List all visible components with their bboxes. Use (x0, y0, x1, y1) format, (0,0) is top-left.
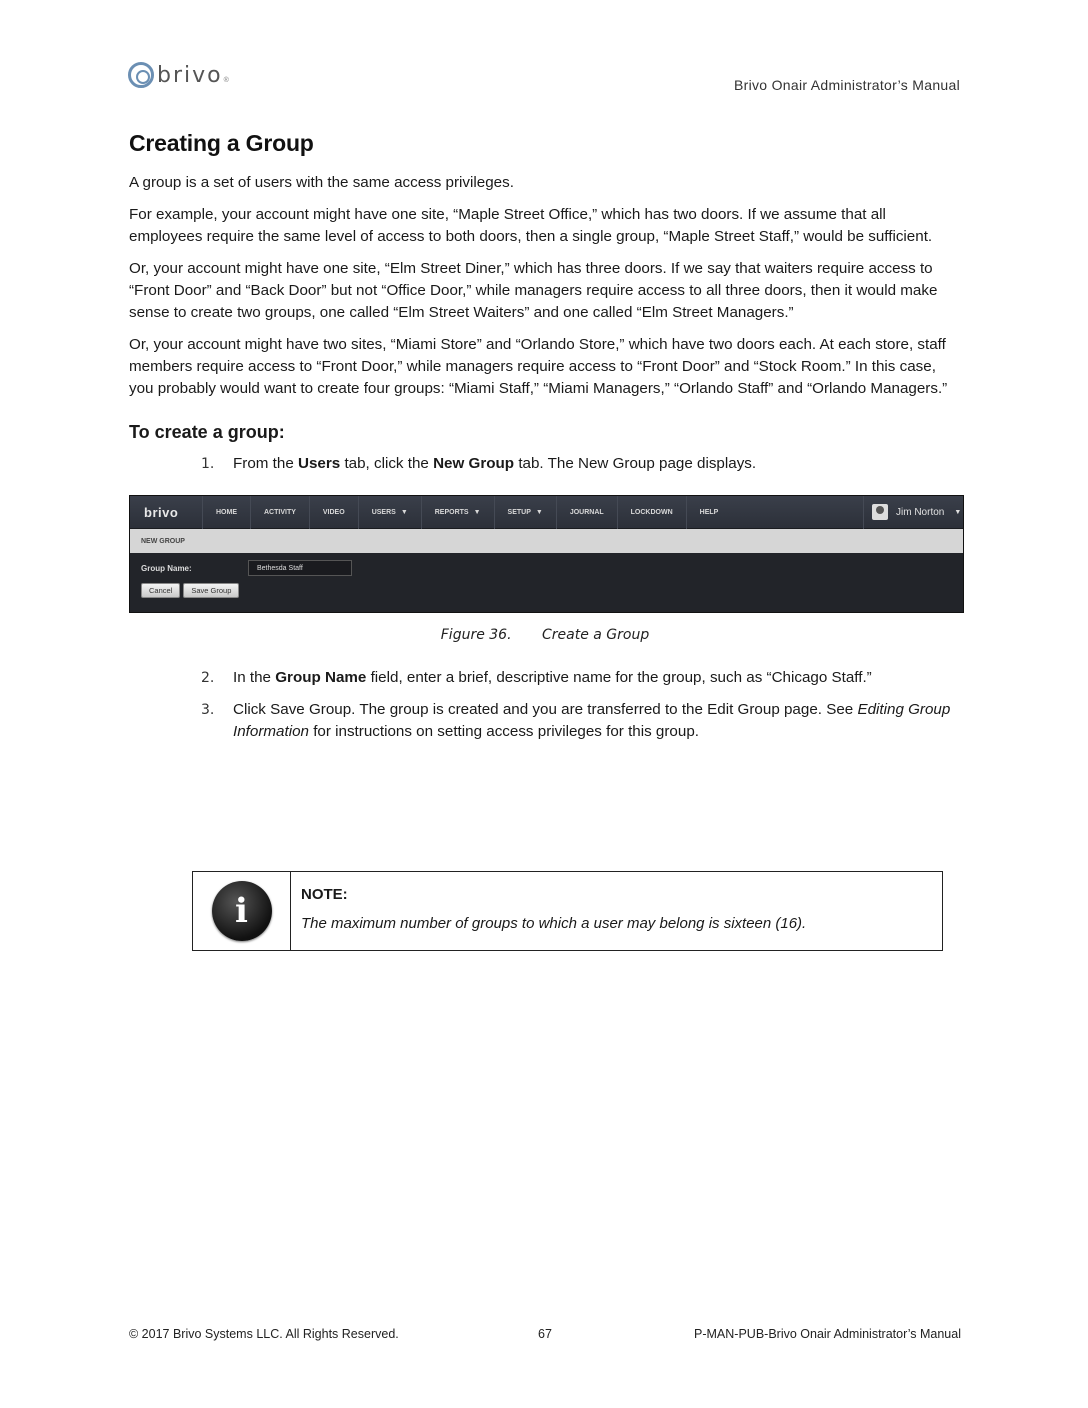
form-buttons (130, 583, 963, 598)
paragraph-3: Or, your account might have one site, “Elm Street Diner,” which has three doors. If we say that waiters require access to “Front Door” and “Back Door” but not “Office Door,” while managers require access to all three doors, then it would make sense to create two groups, one called “Elm Street Waiters” and one called “Elm Street Managers.” (129, 260, 938, 321)
step-number: 1. (201, 456, 215, 472)
nav-setup[interactable]: SETUP ▼ (494, 496, 556, 529)
step-text: From the Users tab, click the New Group tab. The New Group page displays. (233, 455, 757, 472)
chevron-down-icon: ▼ (535, 508, 543, 516)
page-content (129, 130, 961, 753)
note-title: NOTE: (301, 886, 348, 903)
paragraph-2: For example, your account might have one site, “Maple Street Office,” which has two doors. If we assume that all employees require the same level of access to both doors, then a single group, “Maple Street Staff,” would be sufficient. (129, 206, 933, 245)
nav-video[interactable]: VIDEO (309, 496, 358, 529)
footer-doc-id: P-MAN-PUB-Brivo Onair Administrator’s Manual (694, 1327, 961, 1341)
figure-caption (129, 627, 961, 643)
group-name-input[interactable]: Bethesda Staff (248, 560, 352, 576)
footer-copyright: © 2017 Brivo Systems LLC. All Rights Reserved. (129, 1327, 399, 1341)
note-text: The maximum number of groups to which a user may belong is sixteen (16). (301, 915, 807, 932)
group-name-row (130, 553, 963, 583)
cancel-button[interactable]: Cancel (141, 583, 180, 598)
step-2 (129, 667, 961, 689)
step-1 (129, 453, 961, 475)
save-group-button[interactable]: Save Group (183, 583, 239, 598)
paragraph-4: Or, your account might have two sites, “Miami Store” and “Orlando Store,” which have two doors each. At each store, staff members require access to “Front Door,” while managers require access to “Front Door” and “Stock Room.” In this case, you probably would want to create four groups: “Miami Staff,” “Miami Managers,” “Orlando Staff” and “Orlando Managers.” (129, 336, 948, 397)
user-menu[interactable] (863, 496, 963, 529)
info-icon: i (212, 881, 272, 941)
note-box (192, 871, 943, 951)
paragraph-1: A group is a set of users with the same access privileges. (129, 174, 514, 191)
step-number: 2. (201, 670, 215, 686)
page-title: Creating a Group (129, 130, 314, 156)
header-manual-title: Brivo Onair Administrator’s Manual (734, 77, 960, 93)
top-nav (130, 496, 963, 529)
nav-lockdown[interactable]: LOCKDOWN (617, 496, 686, 529)
figure-title: Create a Group (542, 627, 650, 643)
nav-activity[interactable]: ACTIVITY (250, 496, 309, 529)
group-name-label: Group Name: (141, 563, 192, 573)
figure-number: Figure 36. (440, 627, 512, 643)
step-text: In the Group Name field, enter a brief, descriptive name for the group, such as “Chicago Staff.” (233, 669, 872, 686)
step-3 (129, 699, 961, 743)
brivo-logo (128, 62, 229, 88)
logo-trademark: ® (223, 77, 229, 84)
nav-help[interactable]: HELP (686, 496, 732, 529)
new-group-screenshot (129, 495, 964, 613)
step-text: Click Save Group. The group is created and you are transferred to the Edit Group page. See Editing Group Information for instructions on setting access privileges for this group. (233, 701, 951, 740)
user-name: Jim Norton (896, 506, 945, 518)
page-number: 67 (538, 1327, 552, 1341)
editing-group-link: Editing Group Information (233, 701, 951, 740)
nav-logo: brivo (144, 504, 179, 520)
note-body (291, 872, 816, 950)
chevron-down-icon: ▼ (473, 508, 481, 516)
nav-reports[interactable]: REPORTS ▼ (421, 496, 494, 529)
note-icon-cell (193, 872, 291, 950)
procedure-heading: To create a group: (129, 422, 285, 442)
nav-journal[interactable]: JOURNAL (556, 496, 617, 529)
step-number: 3. (201, 702, 215, 718)
brivo-logo-icon (128, 62, 154, 88)
chevron-down-icon: ▼ (954, 508, 962, 516)
nav-users[interactable]: USERS ▼ (358, 496, 421, 529)
logo-text: brivo (157, 62, 223, 88)
chevron-down-icon: ▼ (400, 508, 408, 516)
nav-home[interactable]: HOME (202, 496, 250, 529)
new-group-title: NEW GROUP (130, 529, 963, 553)
user-avatar-icon (872, 504, 888, 520)
